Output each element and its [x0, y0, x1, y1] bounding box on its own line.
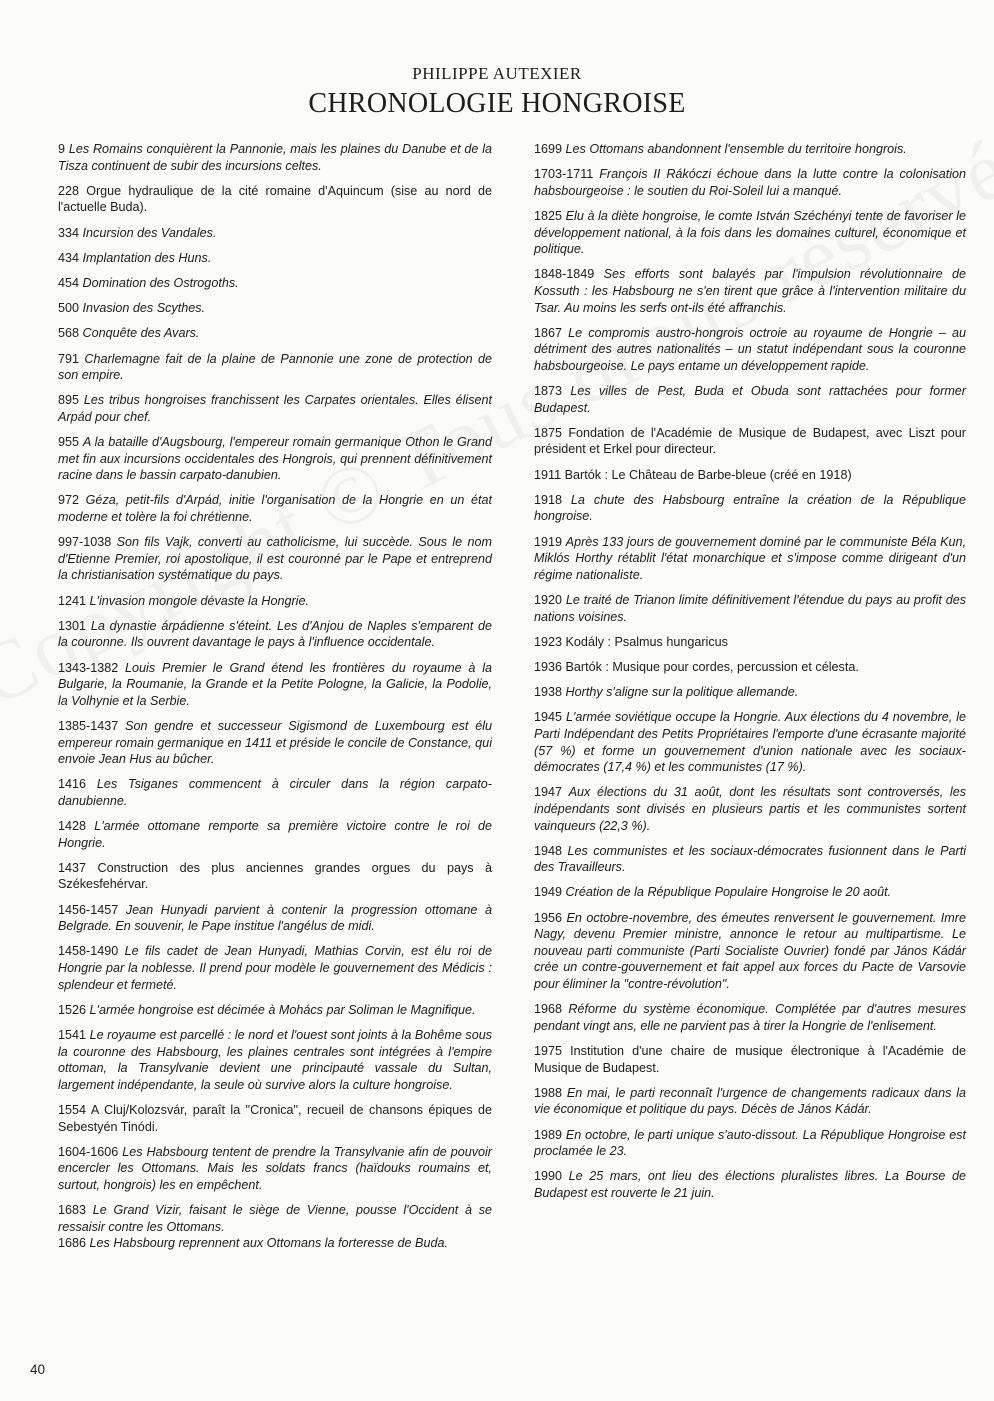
entry-year: 1699	[534, 142, 563, 156]
chronology-entry	[534, 266, 966, 316]
entry-year: 1458-1490	[58, 944, 119, 959]
entry-text: Implantation des Huns.	[82, 250, 212, 265]
entry-text: Création de la République Populaire Hongroise le 20 août.	[565, 885, 892, 900]
chronology-entry	[58, 1027, 492, 1093]
entry-text: François II Rákóczi échoue dans la lutte contre la colonisation habsbourgeoise : le soutien du Roi-Soleil lui a manqué.	[534, 167, 967, 198]
entry-text: Jean Hunyadi parvient à contenir la progression ottomane à Belgrade. En souvenir, le Pape institue l'angélus de midi.	[58, 902, 492, 934]
entry-text: Institution d'une chaire de musique électronique à l'Académie de Musique de Budapest.	[534, 1044, 967, 1075]
entry-year: 1241	[58, 593, 87, 608]
entry-text: Bartók : Musique pour cordes, percussion et célesta.	[565, 659, 859, 674]
entry-year: 1938	[534, 685, 563, 700]
entry-year: 1541	[58, 1028, 87, 1042]
entry-text: La dynastie árpádienne s'éteint. Les d'Anjou de Naples s'emparent de la couronne. Ils ouvrent davantage le pays à l'influence occidentale.	[58, 618, 493, 650]
entry-text: Les Habsbourg reprennent aux Ottomans la forteresse de Buda.	[89, 1236, 448, 1251]
author-name: PHILIPPE AUTEXIER	[412, 64, 582, 83]
chronology-entry	[58, 250, 492, 267]
entry-year: 1989	[534, 1127, 563, 1142]
chronology-entry	[58, 1144, 492, 1194]
chronology-entry	[534, 1043, 966, 1076]
entry-text: Fondation de l'Académie de Musique de Budapest, avec Liszt pour président et Erkel pour directeur.	[534, 425, 966, 457]
page-number: 40	[30, 1362, 46, 1377]
entry-year: 955	[58, 435, 80, 450]
entry-year: 1919	[534, 534, 563, 549]
entry-text: En mai, le parti reconnaît l'urgence de changements radicaux dans la vie économique et politique du pays. Décès de János Kádár.	[534, 1085, 966, 1117]
chronology-entry	[534, 684, 966, 701]
chronology-entry	[58, 434, 492, 484]
entry-year: 1437	[58, 860, 87, 875]
entry-text: En octobre, le parti unique s'auto-dissout. La République Hongroise est proclamée le 23.	[534, 1127, 966, 1159]
entry-year: 228	[58, 183, 80, 198]
entry-text: Horthy s'aligne sur la politique allemande.	[565, 685, 799, 700]
chronology-right-column	[534, 141, 966, 1210]
chronology-left-column	[58, 141, 492, 1261]
entry-year: 1923	[534, 634, 563, 649]
chronology-entry	[58, 660, 492, 710]
entry-year: 1686	[58, 1236, 87, 1251]
chronology-entry	[58, 1202, 492, 1235]
entry-year: 1920	[534, 593, 563, 607]
entry-year: 895	[58, 393, 80, 408]
entry-text: L'invasion mongole dévaste la Hongrie.	[89, 593, 309, 608]
entry-text: Domination des Ostrogoths.	[82, 275, 239, 290]
chronology-entry	[534, 592, 966, 625]
chronology-entry	[58, 183, 492, 216]
chronology-entry	[534, 1001, 966, 1034]
chronology-entry	[534, 166, 966, 199]
chronology-entry	[534, 659, 966, 676]
entry-year: 1428	[58, 819, 87, 834]
chronology-entry	[58, 300, 492, 317]
entry-year: 1975	[534, 1044, 563, 1058]
entry-text: Les communistes et les sociaux-démocrates fusionnent dans le Parti des Travailleurs.	[534, 843, 966, 875]
entry-text: La chute des Habsbourg entraîne la création de la République hongroise.	[534, 492, 966, 524]
chronology-entry	[534, 709, 966, 775]
entry-text: A la bataille d'Augsbourg, l'empereur romain germanique Othon le Grand met fin aux incursions occidentales des Hongrois, qui prennent définitivement racine dans le bassin carpato-danubien.	[58, 435, 492, 483]
entry-year: 1945	[534, 710, 563, 725]
chronology-entry	[534, 634, 966, 651]
chronology-entry	[534, 1168, 966, 1201]
entry-year: 9	[58, 142, 66, 156]
chronology-entry	[58, 902, 492, 935]
entry-text: Le traité de Trianon limite définitivement l'étendue du pays au profit des nations voisines.	[534, 593, 966, 624]
entry-text: L'armée soviétique occupe la Hongrie. Aux élections du 4 novembre, le Parti Indépendant des Petits Propriétaires l'emporte d'une écrasante majorité (57 %) et forme un gouvernement d'union nationale avec les sociaux-démocrates (17,4 %) et les communistes (17 %).	[534, 710, 966, 775]
entry-text: Conquête des Avars.	[82, 326, 200, 341]
entry-year: 1343-1382	[58, 660, 119, 675]
entry-text: Les Habsbourg tentent de prendre la Transylvanie afin de pouvoir encercler les Ottomans. Mais les soldats francs (haïdouks roumains et, surtout, hongrois) les en empêchent.	[58, 1144, 493, 1192]
entry-text: Construction des plus anciennes grandes orgues du pays à Székesfehérvar.	[58, 860, 493, 892]
entry-year: 1918	[534, 492, 563, 507]
chronology-entry	[534, 534, 966, 584]
chronology-entry	[58, 325, 492, 342]
entry-text: Son fils Vajk, converti au catholicisme, lui succède. Sous le nom d'Etienne Premier, roi apostolique, il est couronné par le Pape et entreprend la christianisation systématique du pays.	[58, 535, 492, 583]
entry-text: Les Tsiganes commencent à circuler dans la région carpato-danubienne.	[58, 777, 492, 808]
entry-year: 1988	[534, 1085, 563, 1100]
chronology-entry	[534, 884, 966, 901]
entry-year: 1554	[58, 1102, 87, 1117]
chronology-entry	[58, 776, 492, 809]
chronology-entry	[534, 383, 966, 416]
chronology-entry	[58, 618, 492, 651]
entry-year: 1873	[534, 384, 563, 399]
entry-text: Le fils cadet de Jean Hunyadi, Mathias Corvin, est élu roi de Hongrie par la noblesse. Il prend pour modèle le gouvernement des Médicis : splendeur et fermeté.	[58, 944, 492, 992]
entry-year: 997-1038	[58, 535, 112, 550]
entry-text: Kodály : Psalmus hungaricus	[565, 634, 728, 649]
entry-text: Les villes de Pest, Buda et Obuda sont rattachées pour former Budapest.	[534, 384, 967, 415]
entry-text: Invasion des Scythes.	[82, 301, 206, 316]
entry-year: 1683	[58, 1203, 87, 1218]
entry-text: Elu à la diète hongroise, le comte István Széchényi tente de favoriser le développement national, à la fois dans les domaines culturel, économique et politique.	[534, 208, 967, 257]
entry-year: 1936	[534, 659, 563, 674]
entry-text: A Cluj/Kolozsvár, paraît la "Cronica", recueil de chansons épiques de Sebestyén Tinódi.	[58, 1102, 492, 1134]
entry-text: Incursion des Vandales.	[82, 225, 217, 240]
entry-text: Les Romains conquièrent la Pannonie, mais les plaines du Danube et de la Tisza continuent de subir des incursions celtes.	[58, 142, 493, 173]
entry-text: Orgue hydraulique de la cité romaine d'Aquincum (sise au nord de l'actuelle Buda).	[58, 183, 493, 215]
chronology-entry	[534, 325, 966, 375]
entry-year: 1526	[58, 1002, 87, 1017]
entry-year: 1948	[534, 843, 563, 858]
entry-year: 500	[58, 301, 80, 316]
chronology-entry	[58, 1002, 492, 1019]
entry-text: Bartók : Le Château de Barbe-bleue (créé en 1918)	[564, 467, 852, 482]
entry-year: 1956	[534, 910, 563, 925]
entry-year: 972	[58, 493, 80, 508]
chronology-entry	[58, 943, 492, 993]
entry-text: Ses efforts sont balayés par l'impulsion révolutionnaire de Kossuth : les Habsbourg ne s'en tirent que grâce à l'intervention militaire du Tsar. Au moins les serfs ont-ils été affranchis.	[534, 267, 967, 315]
entry-text: Le 25 mars, ont lieu des élections pluralistes libres. La Bourse de Budapest est rouverte le 21 juin.	[534, 1169, 967, 1200]
entry-text: Réforme du système économique. Complétée par d'autres mesures pendant vingt ans, elle ne parvient pas à tirer la Hongrie de l'enlisement.	[534, 1002, 966, 1033]
chronology-entry	[534, 492, 966, 525]
entry-year: 1875	[534, 425, 563, 440]
entry-text: Les Ottomans abandonnent l'ensemble du territoire hongrois.	[565, 142, 907, 156]
entry-text: Louis Premier le Grand étend les frontières du royaume à la Bulgarie, la Roumanie, la Grande et la Petite Pologne, la Galicie, la Podolie, la Volhynie et la Serbie.	[58, 660, 492, 708]
entry-text: Après 133 jours de gouvernement dominé par le communiste Béla Kun, Miklós Horthy rétablit l'état monarchique et s'impose comme dirigeant d'un régime nationaliste.	[534, 534, 967, 582]
chronology-entry	[58, 392, 492, 425]
entry-year: 1911	[534, 467, 562, 482]
chronology-entry	[58, 225, 492, 242]
entry-year: 1990	[534, 1169, 563, 1184]
entry-year: 1604-1606	[58, 1144, 119, 1159]
chronology-entry	[58, 1102, 492, 1135]
chronology-entry	[58, 141, 492, 174]
entry-year: 1968	[534, 1002, 563, 1017]
chronology-entry	[58, 275, 492, 292]
chronology-entry	[58, 860, 492, 893]
entry-text: Géza, petit-fils d'Arpád, initie l'organisation de la Hongrie en un état moderne et tolère la foi chrétienne.	[58, 493, 492, 525]
chronology-entry	[534, 467, 966, 484]
chronology-entry	[534, 843, 966, 876]
chronology-entry	[58, 534, 492, 584]
entry-year: 791	[58, 351, 80, 366]
entry-text: Charlemagne fait de la plaine de Pannonie une zone de protection de son empire.	[58, 351, 492, 383]
chronology-entry	[534, 425, 966, 458]
chronology-entry	[58, 818, 492, 851]
chronology-entry	[58, 1235, 492, 1252]
entry-year: 434	[58, 250, 80, 265]
entry-year: 1848-1849	[534, 267, 595, 282]
entry-year: 568	[58, 326, 80, 341]
entry-text: Le Grand Vizir, faisant le siège de Vienne, pousse l'Occident à se ressaisir contre les Ottomans.	[58, 1203, 492, 1234]
entry-text: L'armée hongroise est décimée à Mohács par Soliman le Magnifique.	[89, 1002, 476, 1017]
chronology-entry	[534, 784, 966, 834]
entry-year: 1949	[534, 885, 563, 900]
chronology-entry	[534, 141, 966, 158]
chronology-entry	[534, 1127, 966, 1160]
entry-text: Son gendre et successeur Sigismond de Luxembourg est élu empereur romain germanique en 1411 et préside le concile de Constance, qui envoie Jean Hus au bûcher.	[58, 718, 493, 767]
entry-text: L'armée ottomane remporte sa première victoire contre le roi de Hongrie.	[58, 819, 492, 850]
entry-year: 1703-1711	[534, 167, 594, 182]
entry-text: Les tribus hongroises franchissent les Carpates orientales. Elles élisent Arpád pour chef.	[58, 393, 493, 424]
chronology-entry	[58, 351, 492, 384]
chronology-entry	[534, 1085, 966, 1118]
chronology-entry	[58, 492, 492, 525]
entry-year: 1385-1437	[58, 718, 119, 733]
entry-text: Le compromis austro-hongrois octroie au royaume de Hongrie – au détriment des autres nationalités – un statut indépendant sous la couronne habsbourgeoise. Le pays entame un développement rapide.	[534, 325, 967, 373]
entry-text: Aux élections du 31 août, dont les résultats sont controversés, les indépendants sont divisés en plusieurs partis et les communistes sortent vainqueurs (22,3 %).	[534, 785, 967, 833]
entry-year: 454	[58, 275, 80, 290]
entry-year: 1947	[534, 785, 563, 800]
page-title: CHRONOLOGIE HONGROISE	[308, 88, 686, 119]
entry-text: En octobre-novembre, des émeutes renversent le gouvernement. Imre Nagy, devenu Premier ministre, annonce le retour au multipartisme. Le nouveau parti communiste (Parti Socialiste Ouvrier) fondé par János Kádár crée un contre-gouvernement et fait appel aux forces du Pacte de Varsovie pour éliminer la "contre-révolution".	[534, 910, 966, 992]
entry-text: Le royaume est parcellé : le nord et l'ouest sont joints à la Bohême sous la couronne des Habsbourg, les plaines centrales sont intégrées à l'empire ottoman, la Transylvanie devient une principauté vassale du Sultan, largement indépendante, la seule où survive alors la culture hongroise.	[58, 1028, 493, 1092]
chronology-entry	[534, 208, 966, 258]
entry-year: 1416	[58, 777, 87, 792]
entry-year: 1867	[534, 325, 563, 340]
entry-year: 1301	[58, 618, 87, 633]
chronology-entry	[58, 593, 492, 610]
entry-year: 334	[58, 225, 80, 240]
chronology-entry	[534, 910, 966, 993]
chronology-entry	[58, 718, 492, 768]
entry-year: 1825	[534, 208, 563, 223]
entry-year: 1456-1457	[58, 902, 119, 917]
